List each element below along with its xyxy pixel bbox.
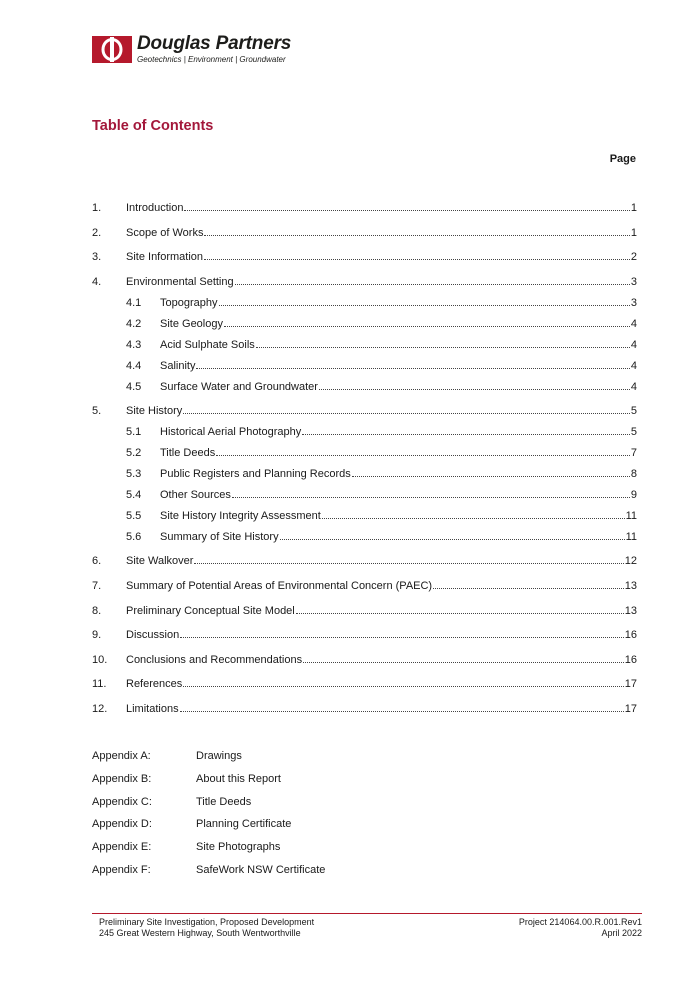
toc-dot-leader	[216, 454, 630, 456]
toc-dot-leader	[224, 325, 630, 327]
appendix-title: Site Photographs	[196, 841, 281, 853]
toc-entry[interactable]	[92, 226, 637, 240]
toc-entry-number: 5.3	[126, 468, 142, 480]
toc-entry-text	[126, 201, 637, 215]
toc-entry-number: 5.2	[126, 447, 142, 459]
toc-dot-leader	[204, 234, 629, 236]
toc-dot-leader	[204, 258, 630, 260]
toc-entry-text	[160, 530, 637, 544]
toc-entry-text	[126, 404, 637, 418]
toc-entry-label: Historical Aerial Photography	[160, 426, 302, 438]
toc-entry-number: 7.	[92, 580, 102, 592]
toc-entry-page: 5	[630, 405, 637, 417]
toc-entry-number: 8.	[92, 605, 102, 617]
appendix-title: About this Report	[196, 773, 281, 785]
toc-entry-label: Title Deeds	[160, 447, 216, 459]
toc-entry-text	[160, 380, 637, 394]
toc-entry[interactable]	[126, 317, 637, 331]
toc-entry-label: Surface Water and Groundwater	[160, 381, 318, 393]
footer-report-title: Preliminary Site Investigation, Proposed Development	[99, 917, 315, 927]
toc-entry-page: 13	[624, 580, 637, 592]
toc-entry[interactable]	[126, 425, 637, 439]
toc-entry-text	[126, 653, 637, 667]
appendix-title: SafeWork NSW Certificate	[196, 864, 326, 876]
logo-mark-icon	[92, 36, 132, 63]
toc-entry-page: 1	[630, 227, 637, 239]
toc-entry-number: 5.1	[126, 426, 142, 438]
toc-entry-number: 5.4	[126, 489, 142, 501]
footer-right	[519, 917, 642, 939]
toc-entry-label: Salinity	[160, 360, 196, 372]
toc-dot-leader	[433, 587, 624, 589]
footer-project-number: Project 214064.00.R.001.Rev1	[518, 917, 642, 927]
toc-entry-text	[126, 275, 637, 289]
toc-entry-text	[126, 226, 637, 240]
toc-entry-page: 16	[624, 629, 637, 641]
toc-entry-page: 7	[630, 447, 637, 459]
toc-dot-leader	[302, 433, 630, 435]
appendix-label: Appendix C:	[92, 796, 152, 808]
toc-entry[interactable]	[126, 338, 637, 352]
toc-entry-number: 9.	[92, 629, 102, 641]
appendix-label: Appendix F:	[92, 864, 151, 876]
toc-entry[interactable]	[92, 653, 637, 667]
appendix-label: Appendix D:	[92, 818, 152, 830]
toc-dot-leader	[180, 636, 624, 638]
toc-entry-page: 4	[630, 318, 637, 330]
toc-entry-page: 16	[624, 654, 637, 666]
toc-entry[interactable]	[92, 702, 637, 716]
toc-entry-number: 1.	[92, 202, 102, 214]
toc-entry-page: 2	[630, 251, 637, 263]
toc-entry[interactable]	[126, 380, 637, 394]
toc-entry-number: 4.4	[126, 360, 142, 372]
toc-entry[interactable]	[126, 509, 637, 523]
toc-entry-label: Site History	[126, 405, 183, 417]
appendix-label: Appendix A:	[92, 750, 151, 762]
toc-entry-text	[160, 317, 637, 331]
logo-tagline: Geotechnics | Environment | Groundwater	[137, 55, 286, 64]
toc-entry-text	[160, 296, 637, 310]
toc-entry[interactable]	[126, 446, 637, 460]
toc-entry[interactable]	[126, 467, 637, 481]
toc-entry-text	[126, 677, 637, 691]
toc-entry-label: Scope of Works	[126, 227, 204, 239]
appendix-title: Drawings	[196, 750, 242, 762]
toc-entry-number: 11.	[92, 678, 107, 690]
toc-entry-label: Conclusions and Recommendations	[126, 654, 303, 666]
toc-entry[interactable]	[92, 579, 637, 593]
toc-entry[interactable]	[126, 296, 637, 310]
toc-entry[interactable]	[126, 530, 637, 544]
toc-entry-page: 17	[624, 703, 637, 715]
toc-dot-leader	[180, 710, 624, 712]
toc-entry-number: 6.	[92, 555, 102, 567]
toc-entry-text	[160, 488, 637, 502]
toc-entry-label: Public Registers and Planning Records	[160, 468, 351, 480]
toc-entry-label: Other Sources	[160, 489, 231, 501]
toc-entry-page: 12	[624, 555, 637, 567]
toc-entry-label: Site History Integrity Assessment	[160, 510, 321, 522]
toc-entry[interactable]	[92, 604, 637, 618]
logo-company-name: Douglas Partners	[137, 33, 292, 54]
toc-entry-page: 11	[625, 531, 637, 543]
toc-entry-page: 4	[630, 339, 637, 351]
appendix-title: Planning Certificate	[196, 818, 292, 830]
toc-entry-label: References	[126, 678, 183, 690]
toc-page-column-header: Page	[609, 153, 636, 165]
toc-dot-leader	[184, 209, 629, 211]
toc-entry-label: Summary of Site History	[160, 531, 279, 543]
toc-entry[interactable]	[92, 677, 637, 691]
toc-entry-label: Topography	[160, 297, 218, 309]
toc-dot-leader	[196, 367, 629, 369]
toc-entry-text	[126, 604, 637, 618]
appendix-label: Appendix B:	[92, 773, 152, 785]
toc-entry-text	[126, 579, 637, 593]
footer-date: April 2022	[601, 928, 642, 938]
toc-entry-number: 5.5	[126, 510, 142, 522]
toc-dot-leader	[183, 412, 630, 414]
toc-entry[interactable]	[92, 628, 637, 642]
toc-entry-text	[160, 359, 637, 373]
toc-entry-page: 3	[630, 297, 637, 309]
toc-entry-number: 2.	[92, 227, 102, 239]
toc-entry-number: 4.1	[126, 297, 142, 309]
toc-entry-text	[160, 467, 637, 481]
toc-entry-page: 3	[630, 276, 637, 288]
toc-entry-text	[126, 554, 637, 568]
toc-entry-text	[160, 446, 637, 460]
toc-entry-number: 4.2	[126, 318, 142, 330]
toc-entry-text	[126, 702, 637, 716]
toc-entry[interactable]	[126, 488, 637, 502]
company-logo	[92, 33, 322, 66]
toc-dot-leader	[303, 661, 624, 663]
toc-entry-label: Discussion	[126, 629, 180, 641]
toc-entry-number: 4.	[92, 276, 102, 288]
toc-entry-label: Site Geology	[160, 318, 223, 330]
toc-entry-page: 1	[630, 202, 637, 214]
toc-dot-leader	[232, 496, 630, 498]
toc-dot-leader	[352, 475, 630, 477]
toc-entry-page: 5	[630, 426, 637, 438]
toc-entry[interactable]	[92, 404, 637, 418]
toc-entry-number: 5.6	[126, 531, 142, 543]
appendix-title: Title Deeds	[196, 796, 252, 808]
toc-dot-leader	[280, 538, 625, 540]
toc-entry-label: Limitations	[126, 703, 179, 715]
toc-entry-number: 5.	[92, 405, 102, 417]
toc-entry-page: 11	[625, 510, 637, 522]
toc-entry-label: Environmental Setting	[126, 276, 234, 288]
footer-site-address: 245 Great Western Highway, South Wentworthville	[99, 928, 301, 938]
appendix-label: Appendix E:	[92, 841, 152, 853]
toc-entry-text	[160, 509, 637, 523]
toc-entry[interactable]	[92, 250, 637, 264]
toc-entry-number: 3.	[92, 251, 102, 263]
toc-entry-page: 13	[624, 605, 637, 617]
toc-entry-page: 4	[630, 381, 637, 393]
toc-entry-number: 4.5	[126, 381, 142, 393]
toc-entry[interactable]	[126, 359, 637, 373]
toc-dot-leader	[183, 685, 623, 687]
toc-dot-leader	[235, 283, 630, 285]
toc-entry-page: 17	[624, 678, 637, 690]
toc-dot-leader	[256, 346, 630, 348]
toc-entry-label: Preliminary Conceptual Site Model	[126, 605, 295, 617]
toc-entry-label: Introduction	[126, 202, 184, 214]
toc-entry[interactable]	[92, 201, 637, 215]
toc-dot-leader	[322, 517, 625, 519]
toc-entry-label: Acid Sulphate Soils	[160, 339, 255, 351]
toc-entry-text	[160, 338, 637, 352]
footer-divider	[92, 913, 642, 914]
toc-dot-leader	[319, 388, 630, 390]
footer-left	[99, 917, 314, 939]
toc-entry-label: Site Information	[126, 251, 204, 263]
toc-entry-number: 10.	[92, 654, 108, 666]
toc-entry-text	[160, 425, 637, 439]
toc-dot-leader	[296, 612, 624, 614]
toc-entry[interactable]	[92, 554, 637, 568]
toc-entry-page: 4	[630, 360, 637, 372]
toc-entry-text	[126, 628, 637, 642]
toc-dot-leader	[194, 562, 623, 564]
toc-entry-number: 12.	[92, 703, 108, 715]
toc-dot-leader	[219, 304, 630, 306]
toc-entry[interactable]	[92, 275, 637, 289]
toc-entry-label: Site Walkover	[126, 555, 194, 567]
toc-entry-label: Summary of Potential Areas of Environmental Concern (PAEC)	[126, 580, 433, 592]
toc-entry-text	[126, 250, 637, 264]
toc-entry-number: 4.3	[126, 339, 142, 351]
toc-entry-page: 8	[630, 468, 637, 480]
toc-entry-page: 9	[630, 489, 637, 501]
toc-title: Table of Contents	[92, 118, 214, 134]
